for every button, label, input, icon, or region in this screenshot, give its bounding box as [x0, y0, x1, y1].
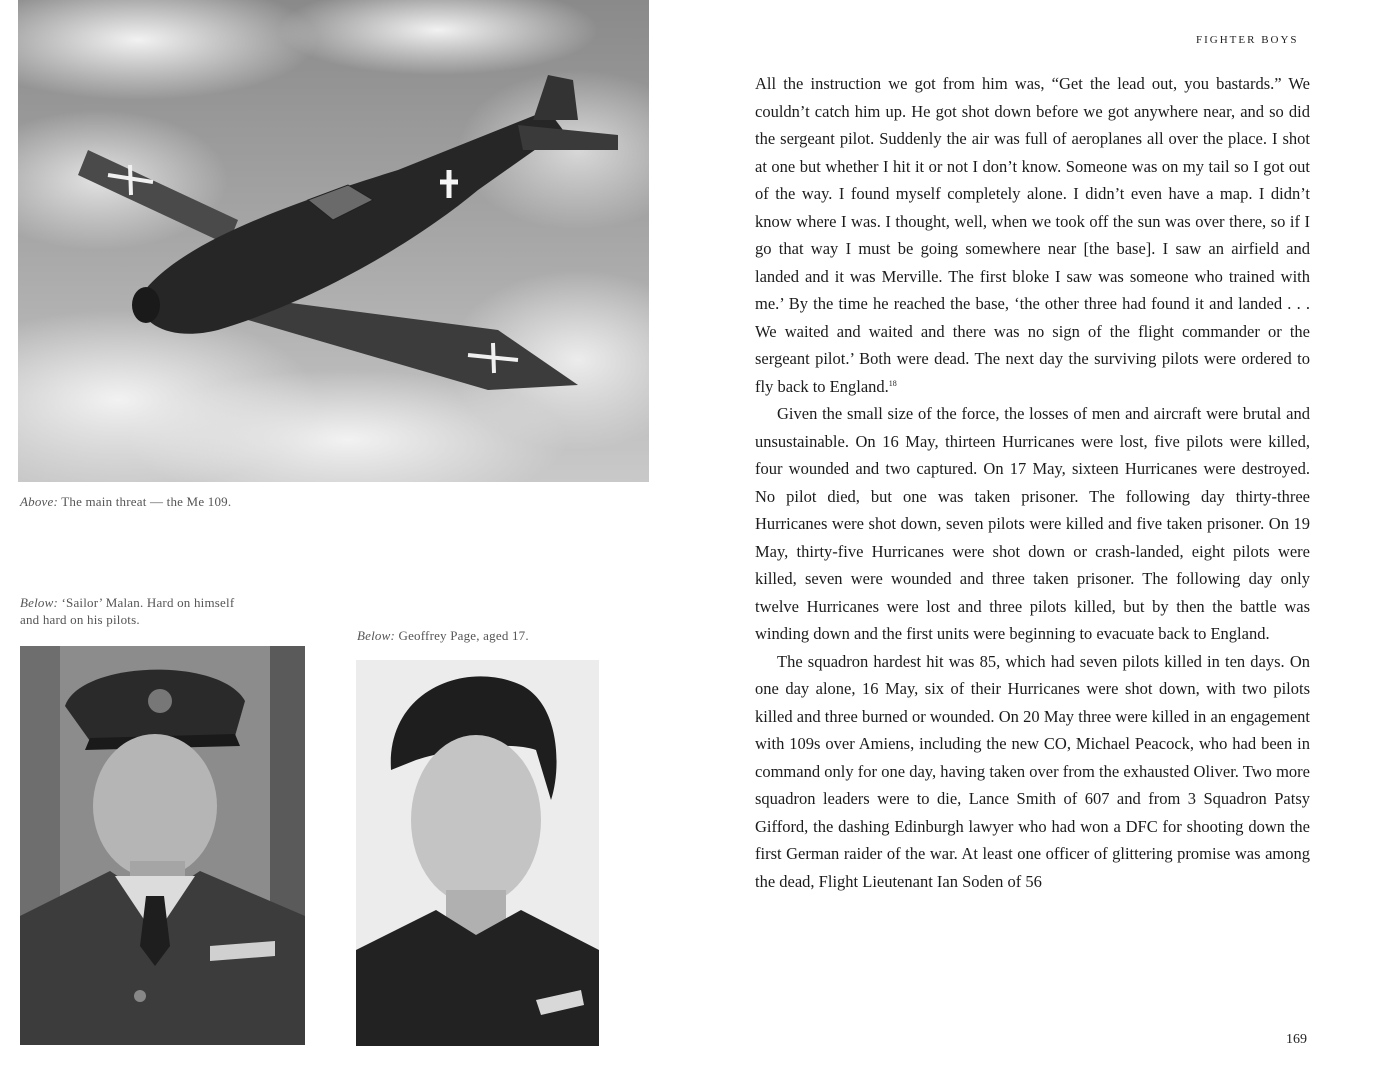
paragraph: The squadron hardest hit was 85, which had seven pilots killed in ten days. On one day alone, 16 May, six of their Hurricanes were shot down, with two pilots killed and three burned or wounded. On 20 May three were killed in an engagement with 109s over Amiens, including the new CO, Michael Peacock, who had been in command only for one day, having taken over from the exhausted Oliver. Two more squadron leaders were to die, Lance Smith of 607 and from 3 Squadron Patsy Gifford, the dashing Edinburgh lawyer who had won a DFC for shooting down the first German raider of the war. At least one officer of glittering promise was among the dead, Flight Lieutenant Ian Soden of 56	[755, 651, 1310, 891]
page-photo	[356, 660, 599, 1046]
footnote-ref: 18	[888, 378, 897, 388]
paragraph-text: All the instruction we got from him was, “Get the lead out, you bastards.” We couldn’t catch him up. He got shot down before we got anywhere near, and so did the sergeant pilot. Suddenly the air was full of aeroplanes all over the place. I shot at one but whether I hit it or not I don’t know. Someone was on my tail so I got out of the way. I found myself completely alone. I didn’t even have a map. I didn’t know where I was. I thought, well, when we took off the sun was over there, so if I go that way I must be going somewhere near [the base]. I saw an airfield and landed and it was Merville. The first bloke I saw was someone who trained with me.’ By the time he reached the base, ‘the other three had found it and landed . . . We waited and waited and there was no sign of the flight commander or the sergeant pilot.’ Both were dead. The next day the surviving pilots were ordered to fly back to England.	[755, 74, 1310, 396]
paragraph	[755, 70, 1310, 400]
me109-photo	[18, 0, 649, 482]
caption-text: The main threat — the Me 109.	[58, 494, 232, 509]
running-head: FIGHTER BOYS	[1196, 34, 1299, 46]
caption-text: Geoffrey Page, aged 17.	[395, 628, 529, 643]
caption-text-line2: and hard on his pilots.	[20, 612, 140, 627]
caption-me109	[20, 493, 231, 510]
caption-page	[357, 627, 529, 644]
caption-label: Below:	[20, 595, 59, 610]
caption-malan	[20, 594, 234, 628]
paragraph: Given the small size of the force, the losses of men and aircraft were brutal and unsustainable. On 16 May, thirteen Hurricanes were lost, five pilots were killed, four wounded and two captured. On 17 May, sixteen Hurricanes were destroyed. No pilot died, but one was taken prisoner. The following day thirty-three Hurricanes were shot down, seven pilots were killed and five taken prisoner. On 19 May, thirty-five Hurricanes were shot down or crash-landed, eight pilots were killed, seven were wounded and three taken prisoner. The following day only twelve Hurricanes were lost and three pilots killed, but by then the battle was winding down and the first units were beginning to evacuate back to England.	[755, 404, 1310, 643]
caption-label: Below:	[357, 628, 396, 643]
body-text	[755, 70, 1310, 895]
caption-text: ‘Sailor’ Malan. Hard on himself	[58, 595, 235, 610]
page-number: 169	[1286, 1032, 1307, 1047]
malan-photo	[20, 646, 305, 1045]
caption-label: Above:	[20, 494, 59, 509]
